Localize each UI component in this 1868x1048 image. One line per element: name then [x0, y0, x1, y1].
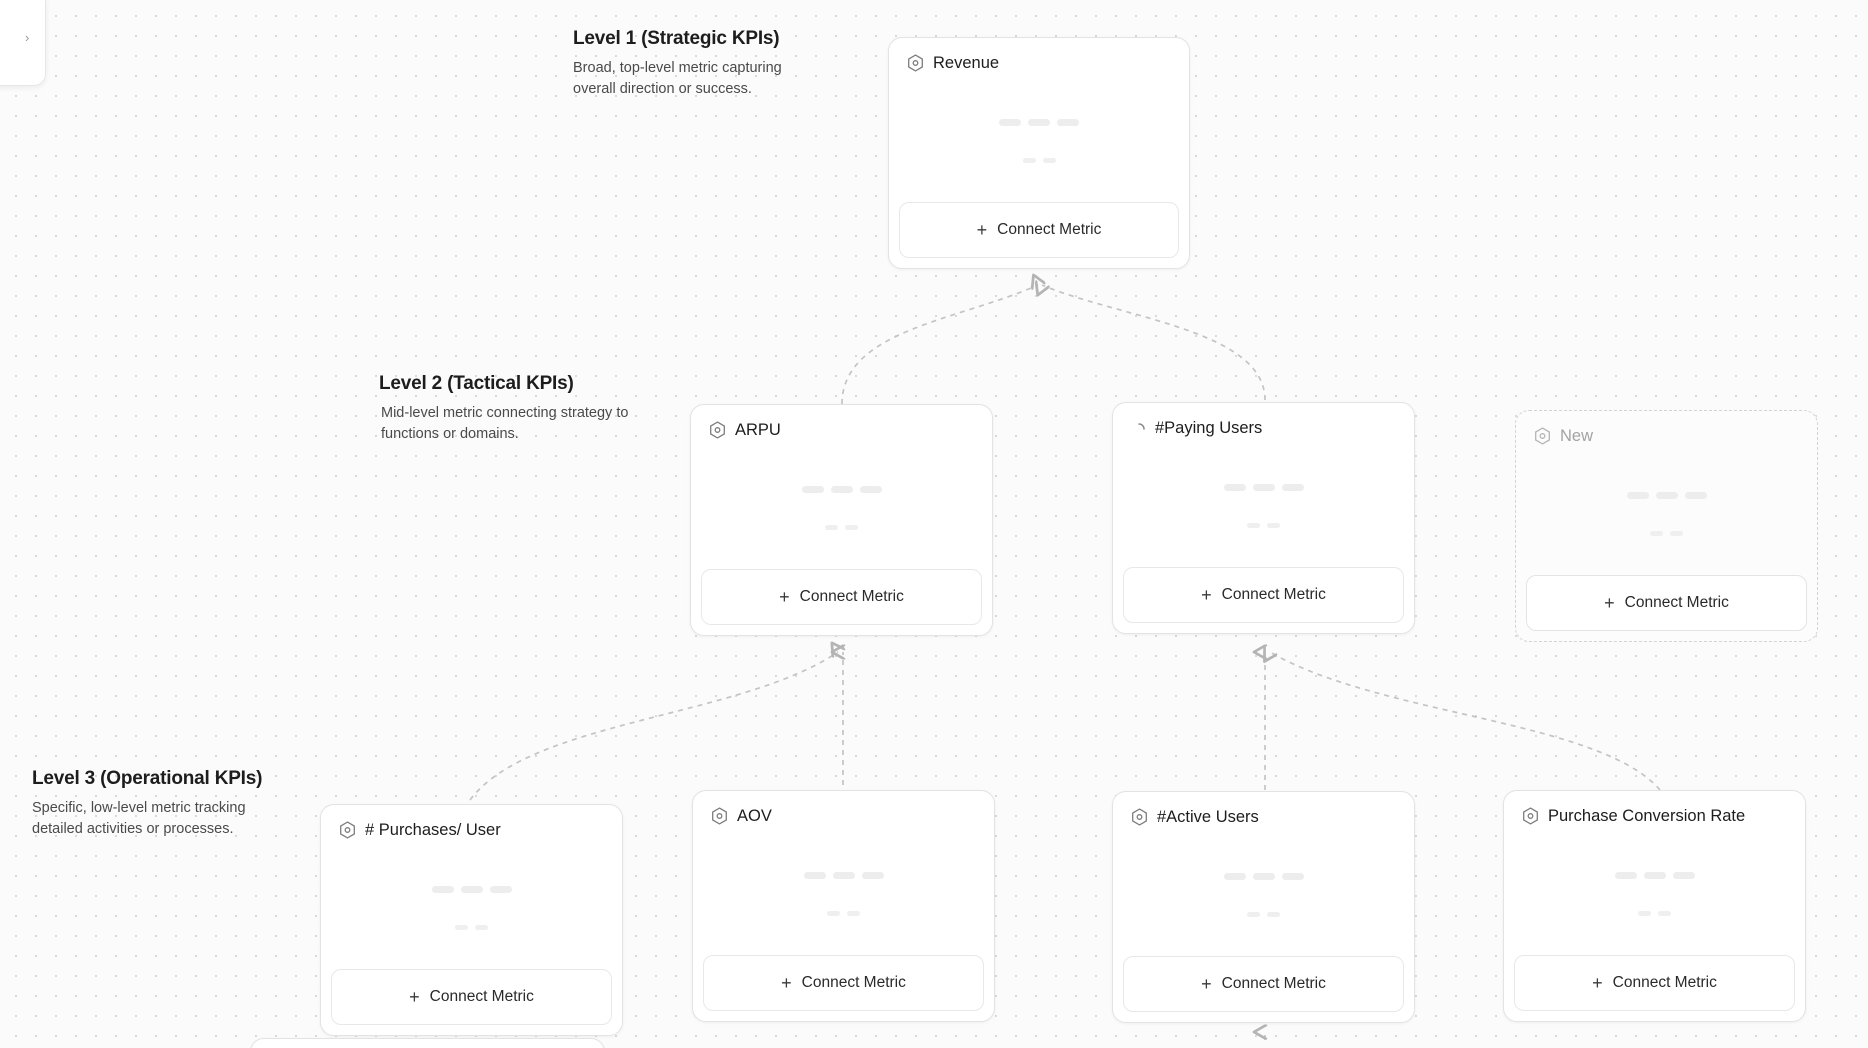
metric-card-paying-users[interactable]: [1112, 402, 1415, 634]
connect-metric-label: Connect Metric: [799, 588, 904, 605]
plus-icon: +: [976, 220, 988, 240]
hexagon-metric-icon: [1131, 808, 1148, 827]
connect-metric-label: Connect Metric: [997, 221, 1102, 238]
card-header: [693, 791, 994, 826]
connect-metric-button[interactable]: [701, 569, 982, 625]
plus-icon: +: [779, 587, 790, 607]
card-title: Revenue: [933, 54, 1000, 72]
connect-metric-label: Connect Metric: [1221, 586, 1326, 603]
metric-card-purchases-per-user[interactable]: [320, 804, 623, 1036]
connect-metric-button[interactable]: [1123, 956, 1404, 1012]
card-header: [321, 805, 622, 840]
connect-metric-button[interactable]: [899, 202, 1179, 258]
connect-metric-button[interactable]: [1526, 575, 1807, 631]
chevron-right-icon[interactable]: ›: [25, 30, 30, 45]
card-title: ARPU: [735, 421, 781, 439]
metric-card-purchase-conversion-rate[interactable]: [1503, 790, 1806, 1022]
card-header: [889, 38, 1189, 73]
card-body-skeleton: [691, 440, 992, 569]
card-body-skeleton: [321, 840, 622, 969]
connect-metric-button[interactable]: [331, 969, 612, 1025]
hexagon-metric-icon: [339, 821, 356, 840]
card-title: # Purchases/ User: [365, 821, 501, 839]
level-3-description: Specific, low-level metric tracking detailed activities or processes.: [32, 800, 246, 838]
level-2-label: [379, 373, 631, 445]
connect-metric-label: Connect Metric: [1221, 975, 1326, 992]
plus-icon: +: [1201, 974, 1212, 994]
card-body-skeleton: [1504, 826, 1805, 955]
connect-metric-label: Connect Metric: [429, 988, 534, 1005]
card-body-skeleton: [1113, 827, 1414, 956]
card-title: Purchase Conversion Rate: [1548, 807, 1746, 825]
level-2-description: Mid-level metric connecting strategy to functions or domains.: [381, 405, 629, 443]
metric-card-active-users[interactable]: [1112, 791, 1415, 1023]
card-body-skeleton: [889, 73, 1189, 202]
connect-metric-button[interactable]: [1514, 955, 1795, 1011]
connect-metric-label: Connect Metric: [1612, 974, 1717, 991]
connect-metric-button[interactable]: [1123, 567, 1404, 623]
connect-metric-label: Connect Metric: [1624, 594, 1729, 611]
hexagon-metric-icon: [709, 421, 726, 440]
card-header: [1504, 791, 1805, 826]
plus-icon: +: [1592, 973, 1603, 993]
plus-icon: +: [409, 987, 420, 1007]
card-title: #Active Users: [1157, 808, 1259, 826]
level-1-title: Level 1 (Strategic KPIs): [573, 28, 780, 49]
metric-card-new[interactable]: [1515, 410, 1818, 642]
level-3-label: [32, 768, 282, 840]
level-1-description: Broad, top-level metric capturing overall direction or success.: [573, 60, 782, 98]
metric-card-aov[interactable]: [692, 790, 995, 1022]
card-header: [691, 405, 992, 440]
card-body-skeleton: [1113, 438, 1414, 567]
metric-card-offscreen-bottom[interactable]: [250, 1038, 605, 1048]
plus-icon: +: [781, 973, 792, 993]
level-1-label: [573, 28, 823, 100]
card-body-skeleton: [693, 826, 994, 955]
hexagon-metric-icon: [907, 54, 924, 73]
hexagon-metric-icon: [1534, 427, 1551, 446]
card-body-skeleton: [1516, 446, 1817, 575]
card-header: [1516, 411, 1817, 446]
level-3-title: Level 3 (Operational KPIs): [32, 768, 263, 789]
collapsed-side-panel[interactable]: [0, 0, 46, 86]
card-title: AOV: [737, 807, 772, 825]
connect-metric-button[interactable]: [703, 955, 984, 1011]
plus-icon: +: [1604, 593, 1615, 613]
hexagon-metric-icon: [711, 807, 728, 826]
card-header: [1113, 792, 1414, 827]
metric-card-revenue[interactable]: [888, 37, 1190, 269]
card-title: #Paying Users: [1155, 419, 1263, 437]
level-2-title: Level 2 (Tactical KPIs): [379, 373, 574, 394]
metric-card-arpu[interactable]: [690, 404, 993, 636]
card-header: [1113, 403, 1414, 438]
loading-spinner-icon: [1131, 421, 1146, 436]
hexagon-metric-icon: [1522, 807, 1539, 826]
connect-metric-label: Connect Metric: [801, 974, 906, 991]
card-title: New: [1560, 427, 1594, 445]
plus-icon: +: [1201, 585, 1212, 605]
